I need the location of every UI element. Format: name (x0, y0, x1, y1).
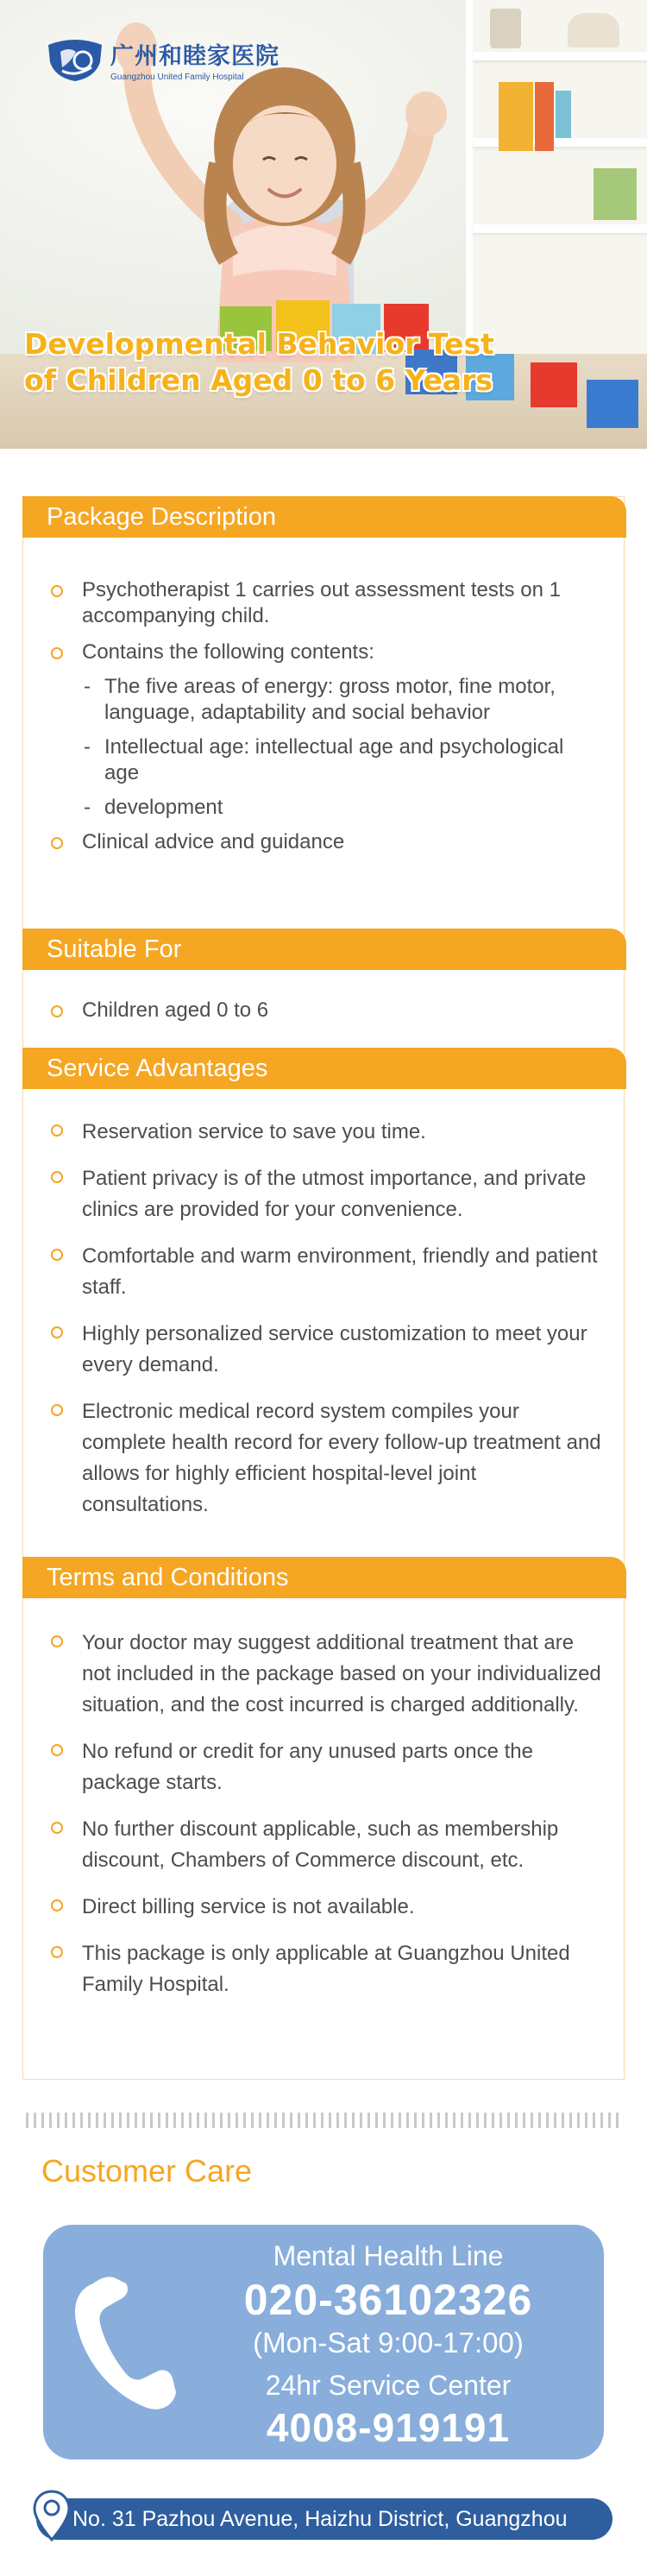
address-bar[interactable] (36, 2498, 612, 2540)
toy-shelf-image (466, 0, 647, 362)
list-item: This package is only applicable at Guangzhou United Family Hospital. (49, 1938, 601, 2000)
service-center-label: 24hr Service Center (265, 2370, 512, 2401)
bullet-circle-icon (51, 1946, 63, 1958)
list-item: Contains the following contents: - The five areas of energy: gross motor, fine motor, language, adaptability and social behavior - Intellectual age: intellectual age and psychological age - development (49, 639, 601, 821)
section-heading-suitable-for: Suitable For (22, 929, 626, 970)
toy-block (587, 380, 638, 428)
sub-list-item: - The five areas of energy: gross motor, fine motor, language, adaptability and social behavior (84, 675, 556, 724)
terms-list (49, 1628, 601, 2000)
list-item: Comfortable and warm environment, friendly and patient staff. (49, 1241, 601, 1303)
bullet-circle-icon (51, 837, 63, 849)
list-item: Children aged 0 to 6 (49, 998, 601, 1023)
package-contents-sublist (82, 674, 601, 821)
list-item: Psychotherapist 1 carries out assessment tests on 1 accompanying child. (49, 577, 601, 629)
hospital-logo[interactable] (43, 36, 280, 83)
page-title-line-2: of Children Aged 0 to 6 Years (24, 363, 493, 397)
sub-list-item: - development (84, 796, 223, 819)
page-title (24, 326, 576, 399)
list-item: Patient privacy is of the utmost importance, and private clinics are provided for your convenience. (49, 1163, 601, 1225)
bullet-circle-icon (51, 1005, 63, 1017)
hero-banner (0, 0, 647, 449)
sub-list-item: - Intellectual age: intellectual age and psychological age (84, 735, 564, 784)
list-item: Your doctor may suggest additional treatment that are not included in the package based on your individualized situation, and the cost incurred is charged additionally. (49, 1628, 601, 1721)
list-item: Electronic medical record system compiles your complete health record for every follow-up treatment and allows for highly efficient hospital-level joint consultations. (49, 1396, 601, 1521)
logo-chinese-name: 广州和睦家医院 (110, 43, 280, 70)
package-card (22, 496, 625, 2080)
list-item: Direct billing service is not available. (49, 1892, 601, 1923)
phone-icon (67, 2277, 179, 2415)
bullet-circle-icon (51, 1899, 63, 1912)
bullet-circle-icon (51, 1171, 63, 1183)
bullet-circle-icon (51, 585, 63, 597)
suitable-for-list (49, 998, 601, 1023)
section-heading-terms-and-conditions: Terms and Conditions (22, 1557, 626, 1598)
bullet-circle-icon (51, 647, 63, 659)
hospital-logo-icon (43, 36, 107, 83)
list-item: Clinical advice and guidance (49, 829, 601, 855)
bullet-circle-icon (51, 1249, 63, 1261)
bullet-circle-icon (51, 1635, 63, 1647)
section-heading-package-description: Package Description (22, 496, 626, 538)
bullet-circle-icon (51, 1326, 63, 1338)
location-pin-icon (33, 2490, 71, 2541)
list-item: No refund or credit for any unused parts once the package starts. (49, 1736, 601, 1798)
page-title-line-1: Developmental Behavior Test (24, 327, 494, 361)
list-item: No further discount applicable, such as membership discount, Chambers of Commerce discount, etc. (49, 1814, 601, 1876)
dashed-divider (26, 2113, 621, 2128)
list-item: Highly personalized service customization to meet your every demand. (49, 1319, 601, 1381)
contact-panel (43, 2225, 604, 2459)
service-advantages-list (49, 1117, 601, 1521)
bullet-circle-icon (51, 1744, 63, 1756)
address-text: No. 31 Pazhou Avenue, Haizhu District, Guangzhou (72, 2507, 568, 2531)
bullet-circle-icon (51, 1124, 63, 1137)
customer-care-heading: Customer Care (41, 2153, 253, 2189)
list-item: Reservation service to save you time. (49, 1117, 601, 1148)
service-center-number[interactable]: 4008-919191 (266, 2405, 511, 2450)
mental-health-line-label: Mental Health Line (273, 2240, 504, 2271)
bullet-circle-icon (51, 1822, 63, 1834)
section-heading-service-advantages: Service Advantages (22, 1048, 626, 1089)
package-description-list (49, 577, 601, 855)
mental-health-line-hours: (Mon-Sat 9:00-17:00) (253, 2327, 524, 2359)
logo-english-name: Guangzhou United Family Hospital (110, 72, 244, 82)
mental-health-line-number[interactable]: 020-36102326 (243, 2276, 533, 2324)
bullet-circle-icon (51, 1404, 63, 1416)
